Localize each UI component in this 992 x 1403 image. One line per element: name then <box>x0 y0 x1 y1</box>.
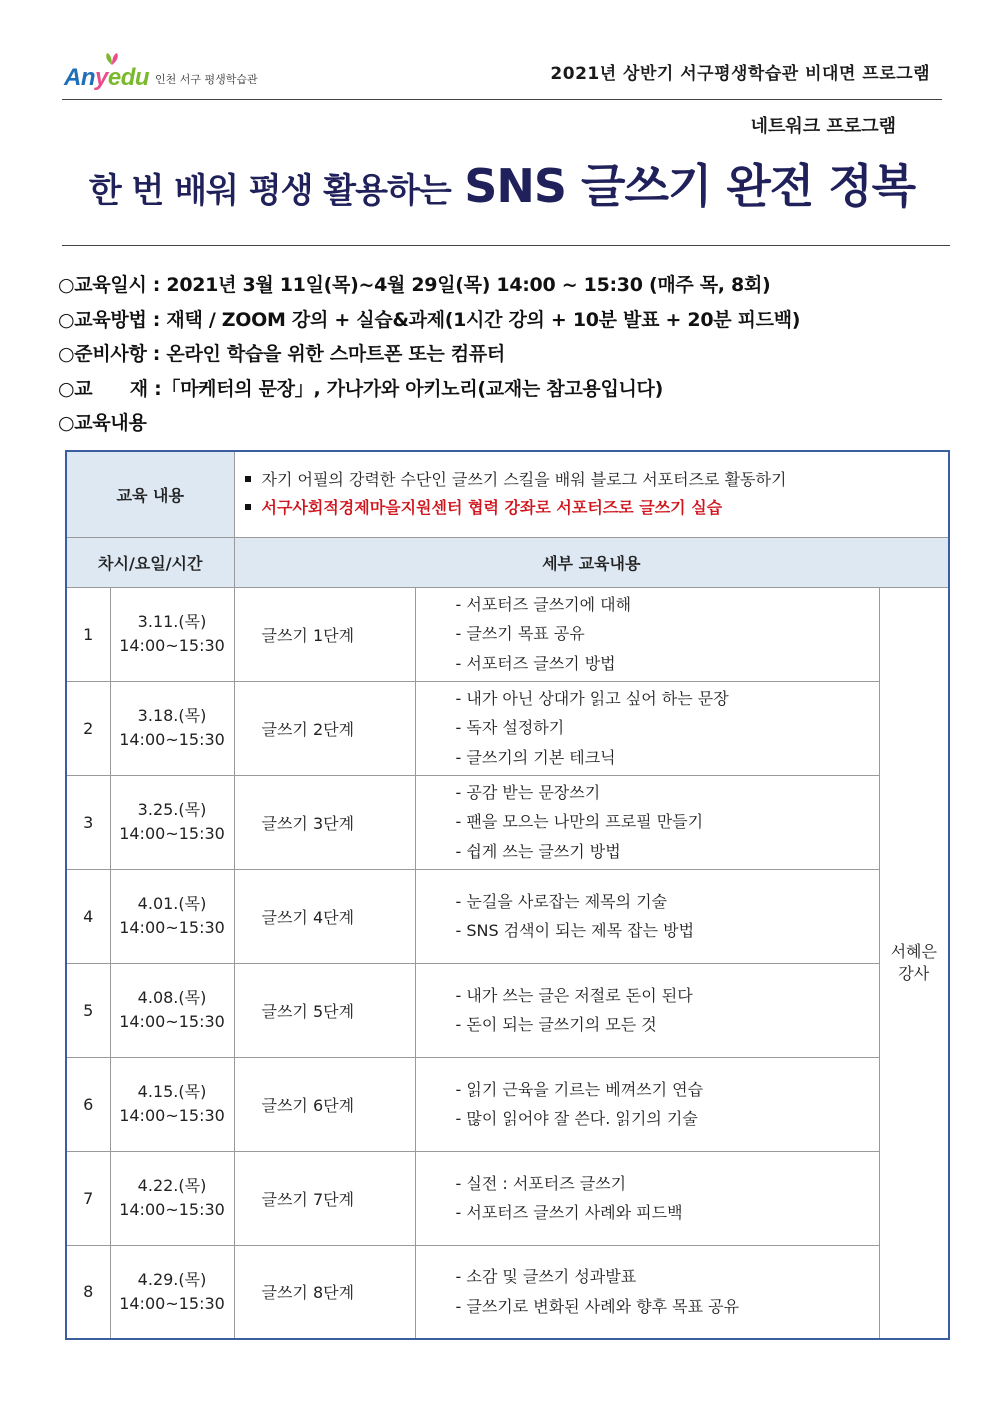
square-bullet-icon <box>245 504 251 510</box>
logo-subtitle: 인천 서구 평생학습관 <box>155 73 258 86</box>
session-date: 4.01.(목) 14:00~15:30 <box>110 869 234 963</box>
intro-bullets <box>234 451 949 537</box>
table-row <box>66 775 949 869</box>
program-title: 2021년 상반기 서구평생학습관 비대면 프로그램 <box>550 64 930 84</box>
teacher-name: 서혜은 강사 <box>879 587 949 1339</box>
session-number: 3 <box>66 775 110 869</box>
intro-bullet-highlight: 서구사회적경제마을지원센터 협력 강좌로 서포터즈로 글쓰기 실습 <box>245 494 949 522</box>
info-schedule: ○교육일시 : 2021년 3월 11일(목)~4월 29일(목) 14:00 ~ 15:30 (매주 목, 8회) <box>58 274 771 296</box>
page-title <box>62 150 942 216</box>
table-row <box>66 587 949 681</box>
session-number: 7 <box>66 1151 110 1245</box>
session-number: 1 <box>66 587 110 681</box>
title-part-2: SNS 글쓰기 완전 정복 <box>464 159 916 213</box>
table-row <box>66 681 949 775</box>
schedule-table <box>65 450 950 1340</box>
table-row <box>66 963 949 1057</box>
session-step: 글쓰기 3단계 <box>234 775 415 869</box>
table-row <box>66 1245 949 1339</box>
session-number: 2 <box>66 681 110 775</box>
session-details: - 공감 받는 문장쓰기 - 팬을 모으는 나만의 프로필 만들기 - 쉽게 쓰는 글쓰기 방법 <box>415 775 879 869</box>
session-date: 4.15.(목) 14:00~15:30 <box>110 1057 234 1151</box>
square-bullet-icon <box>245 476 251 482</box>
col-header-session: 차시/요일/시간 <box>66 537 234 587</box>
session-date: 4.08.(목) 14:00~15:30 <box>110 963 234 1057</box>
session-details: - 눈길을 사로잡는 제목의 기술 - SNS 검색이 되는 제목 잡는 방법 <box>415 869 879 963</box>
session-number: 5 <box>66 963 110 1057</box>
session-step: 글쓰기 7단계 <box>234 1151 415 1245</box>
session-number: 4 <box>66 869 110 963</box>
session-step: 글쓰기 1단계 <box>234 587 415 681</box>
session-date: 4.29.(목) 14:00~15:30 <box>110 1245 234 1339</box>
session-number: 6 <box>66 1057 110 1151</box>
session-details: - 내가 아닌 상대가 읽고 싶어 하는 문장 - 독자 설정하기 - 글쓰기의 기본 테크닉 <box>415 681 879 775</box>
session-step: 글쓰기 6단계 <box>234 1057 415 1151</box>
title-part-1: 한 번 배워 평생 활용하는 <box>88 171 451 211</box>
column-header-row <box>66 537 949 587</box>
session-date: 3.18.(목) 14:00~15:30 <box>110 681 234 775</box>
session-details: - 실전 : 서포터즈 글쓰기 - 서포터즈 글쓰기 사례와 피드백 <box>415 1151 879 1245</box>
session-step: 글쓰기 2단계 <box>234 681 415 775</box>
logo-wordmark: Anyedu <box>64 64 149 92</box>
info-textbook: ○교 재 :「마케터의 문장」, 가나가와 아키노리(교재는 참고용입니다) <box>58 377 663 400</box>
session-details: - 소감 및 글쓰기 성과발표 - 글쓰기로 변화된 사례와 향후 목표 공유 <box>415 1245 879 1339</box>
table-row <box>66 869 949 963</box>
session-step: 글쓰기 5단계 <box>234 963 415 1057</box>
session-details: - 내가 쓰는 글은 저절로 돈이 된다 - 돈이 되는 글쓰기의 모든 것 <box>415 963 879 1057</box>
program-category: 네트워크 프로그램 <box>750 116 896 137</box>
session-date: 4.22.(목) 14:00~15:30 <box>110 1151 234 1245</box>
table-row <box>66 1151 949 1245</box>
course-info <box>58 270 948 443</box>
session-details: - 읽기 근육을 기르는 베껴쓰기 연습 - 많이 읽어야 잘 쓴다. 읽기의 기술 <box>415 1057 879 1151</box>
intro-label: 교육 내용 <box>66 451 234 537</box>
session-date: 3.25.(목) 14:00~15:30 <box>110 775 234 869</box>
session-date: 3.11.(목) 14:00~15:30 <box>110 587 234 681</box>
title-divider <box>62 245 950 246</box>
table-row <box>66 1057 949 1151</box>
logo-leaf-icon <box>104 52 120 66</box>
anyedu-logo <box>64 52 258 92</box>
session-number: 8 <box>66 1245 110 1339</box>
session-step: 글쓰기 4단계 <box>234 869 415 963</box>
session-step: 글쓰기 8단계 <box>234 1245 415 1339</box>
info-preparation: ○준비사항 : 온라인 학습을 위한 스마트폰 또는 컴퓨터 <box>58 343 505 365</box>
session-details: - 서포터즈 글쓰기에 대해 - 글쓰기 목표 공유 - 서포터즈 글쓰기 방법 <box>415 587 879 681</box>
info-method: ○교육방법 : 재택 / ZOOM 강의 + 실습&과제(1시간 강의 + 10분 발표 + 20분 피드백) <box>58 308 801 331</box>
col-header-detail: 세부 교육내용 <box>234 537 949 587</box>
document-header <box>62 44 942 100</box>
info-content-heading: ○교육내용 <box>58 412 147 434</box>
intro-row <box>66 451 949 537</box>
intro-bullet: 자기 어필의 강력한 수단인 글쓰기 스킬을 배워 블로그 서포터즈로 활동하기 <box>245 466 949 494</box>
